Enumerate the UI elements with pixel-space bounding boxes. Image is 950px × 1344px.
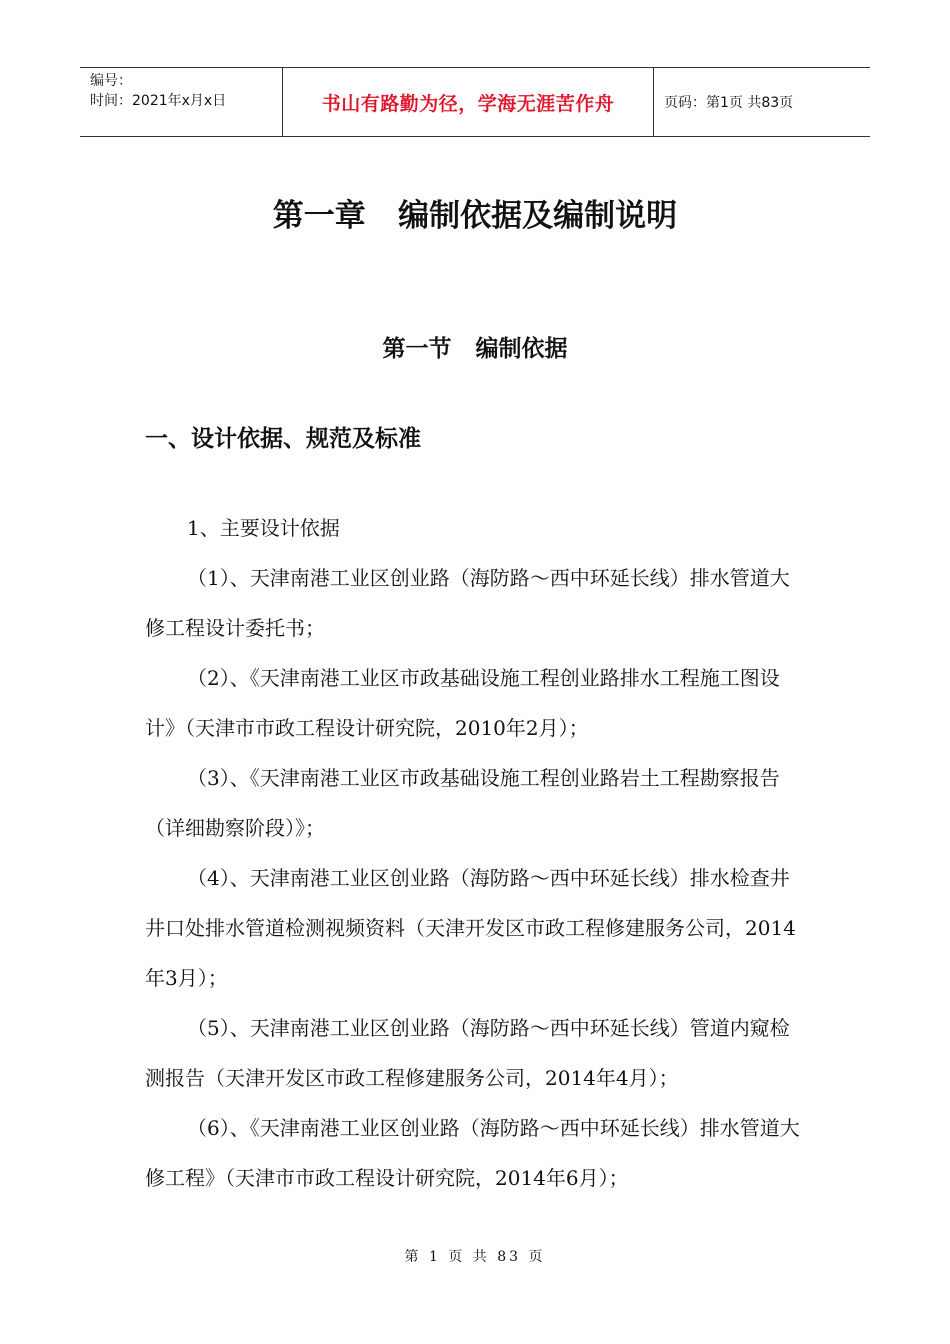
page-info: 页码：第1页 共83页 [664,95,794,111]
header-meta [80,68,282,136]
chapter-title: 第一章 编制依据及编制说明 [272,198,678,234]
paragraph: （1）、天津南港工业区创业路（海防路～西中环延长线）排水管道大修工程设计委托书； [145,566,790,640]
page-footer: 第 1 页 共 83 页 [404,1249,546,1265]
code-label: 编号： [90,73,132,89]
paragraph: 1、主要设计依据 [187,516,340,540]
paragraph: （6）、《天津南港工业区创业路（海防路～西中环延长线）排水管道大修工程》（天津市市政工程设计研究院，2014年6月）； [145,1116,800,1190]
time-label: 时间：2021年x月x日 [90,93,227,109]
paragraph: （4）、天津南港工业区创业路（海防路～西中环延长线）排水检查井井口处排水管道检测视频资料（天津开发区市政工程修建服务公司，2014年3月）； [145,866,796,990]
paragraph: （5）、天津南港工业区创业路（海防路～西中环延长线）管道内窥检测报告（天津开发区市政工程修建服务公司，2014年4月）； [145,1016,790,1090]
body-text [145,503,807,1203]
header-page-info [654,68,870,136]
header-motto-cell [282,68,654,136]
page-header [80,67,870,137]
paragraph: （2）、《天津南港工业区市政基础设施工程创业路排水工程施工图设计》（天津市市政工程设计研究院，2010年2月）； [145,666,780,740]
heading: 一、设计依据、规范及标准 [145,426,421,452]
motto: 书山有路勤为径，学海无涯苦作舟 [321,92,615,115]
paragraph: （3）、《天津南港工业区市政基础设施工程创业路岩土工程勘察报告（详细勘察阶段）》； [145,766,780,840]
section-title: 第一节 编制依据 [382,336,568,362]
